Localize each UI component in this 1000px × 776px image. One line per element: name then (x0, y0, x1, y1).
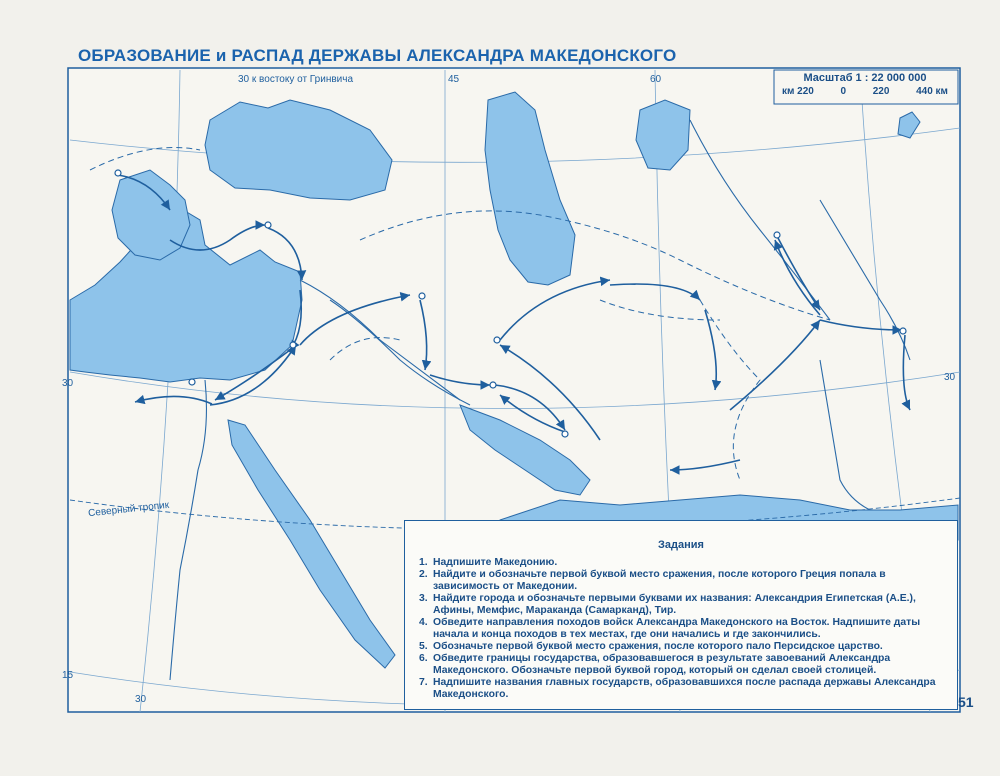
task-item (419, 641, 943, 653)
task-number: 5. (419, 641, 428, 652)
map-title: ОБРАЗОВАНИЕ и РАСПАД ДЕРЖАВЫ АЛЕКСАНДРА МАКЕДОНСКОГО (78, 46, 677, 65)
task-text: Обведите направления походов войск Александра Македонского на Восток. Надпишите даты начала и конца походов в тех местах, где они начались и где закончились. (433, 617, 921, 640)
task-number: 2. (419, 569, 428, 580)
task-number: 6. (419, 653, 428, 664)
page-number: 51 (958, 694, 974, 710)
latitude-30-right-label: 30 (944, 372, 956, 383)
meridian-30-bottom-label: 30 (135, 694, 147, 705)
tasks-heading: Задания (658, 539, 704, 551)
task-text: Надпишите названия главных государств, образовавшихся после распада державы Александра Македонского. (433, 677, 936, 700)
task-item (419, 653, 943, 677)
task-text: Найдите города и обозначьте первыми буквами их названия: Александрия Египетская (А.Е.), Афины, Мемфис, Мараканда (Самарканд), Тир. (433, 593, 916, 616)
scale-title: Масштаб 1 : 22 000 000 (803, 72, 927, 84)
scale-mid: 220 (872, 86, 890, 97)
latitude-30-left-label: 30 (62, 378, 74, 389)
meridian-45-label: 45 (448, 74, 460, 85)
task-item (419, 677, 943, 701)
task-text: Надпишите Македонию. (433, 557, 558, 568)
scale-km-left: км 220 (782, 86, 814, 97)
map-scale (782, 72, 948, 97)
tasks-panel (404, 520, 958, 710)
scale-zero: 0 (840, 86, 847, 97)
latitude-15-label: 15 (62, 670, 74, 681)
task-item (419, 557, 943, 569)
meridian-60-label: 60 (650, 74, 662, 85)
task-text: Найдите и обозначьте первой буквой место сражения, после которого Греция попала в зависимость от Македонии. (433, 569, 886, 592)
task-item (419, 617, 943, 641)
task-number: 1. (419, 557, 428, 568)
scale-numbers (782, 86, 948, 97)
meridian-note: 30 к востоку от Гринвича (238, 74, 354, 85)
task-text: Обозначьте первой буквой место сражения, после которого пало Персидское царство. (433, 641, 883, 652)
task-item (419, 569, 943, 593)
task-text: Обведите границы государства, образовавшегося в результате завоеваний Александра Македонского. Обозначьте первой буквой город, который он сделал своей столицей. (433, 653, 891, 676)
task-number: 7. (419, 677, 428, 688)
tropic-label: Северный тропик (87, 499, 170, 520)
task-number: 4. (419, 617, 428, 628)
task-number: 3. (419, 593, 428, 604)
scale-km-right: 440 км (916, 86, 948, 97)
task-item (419, 593, 943, 617)
